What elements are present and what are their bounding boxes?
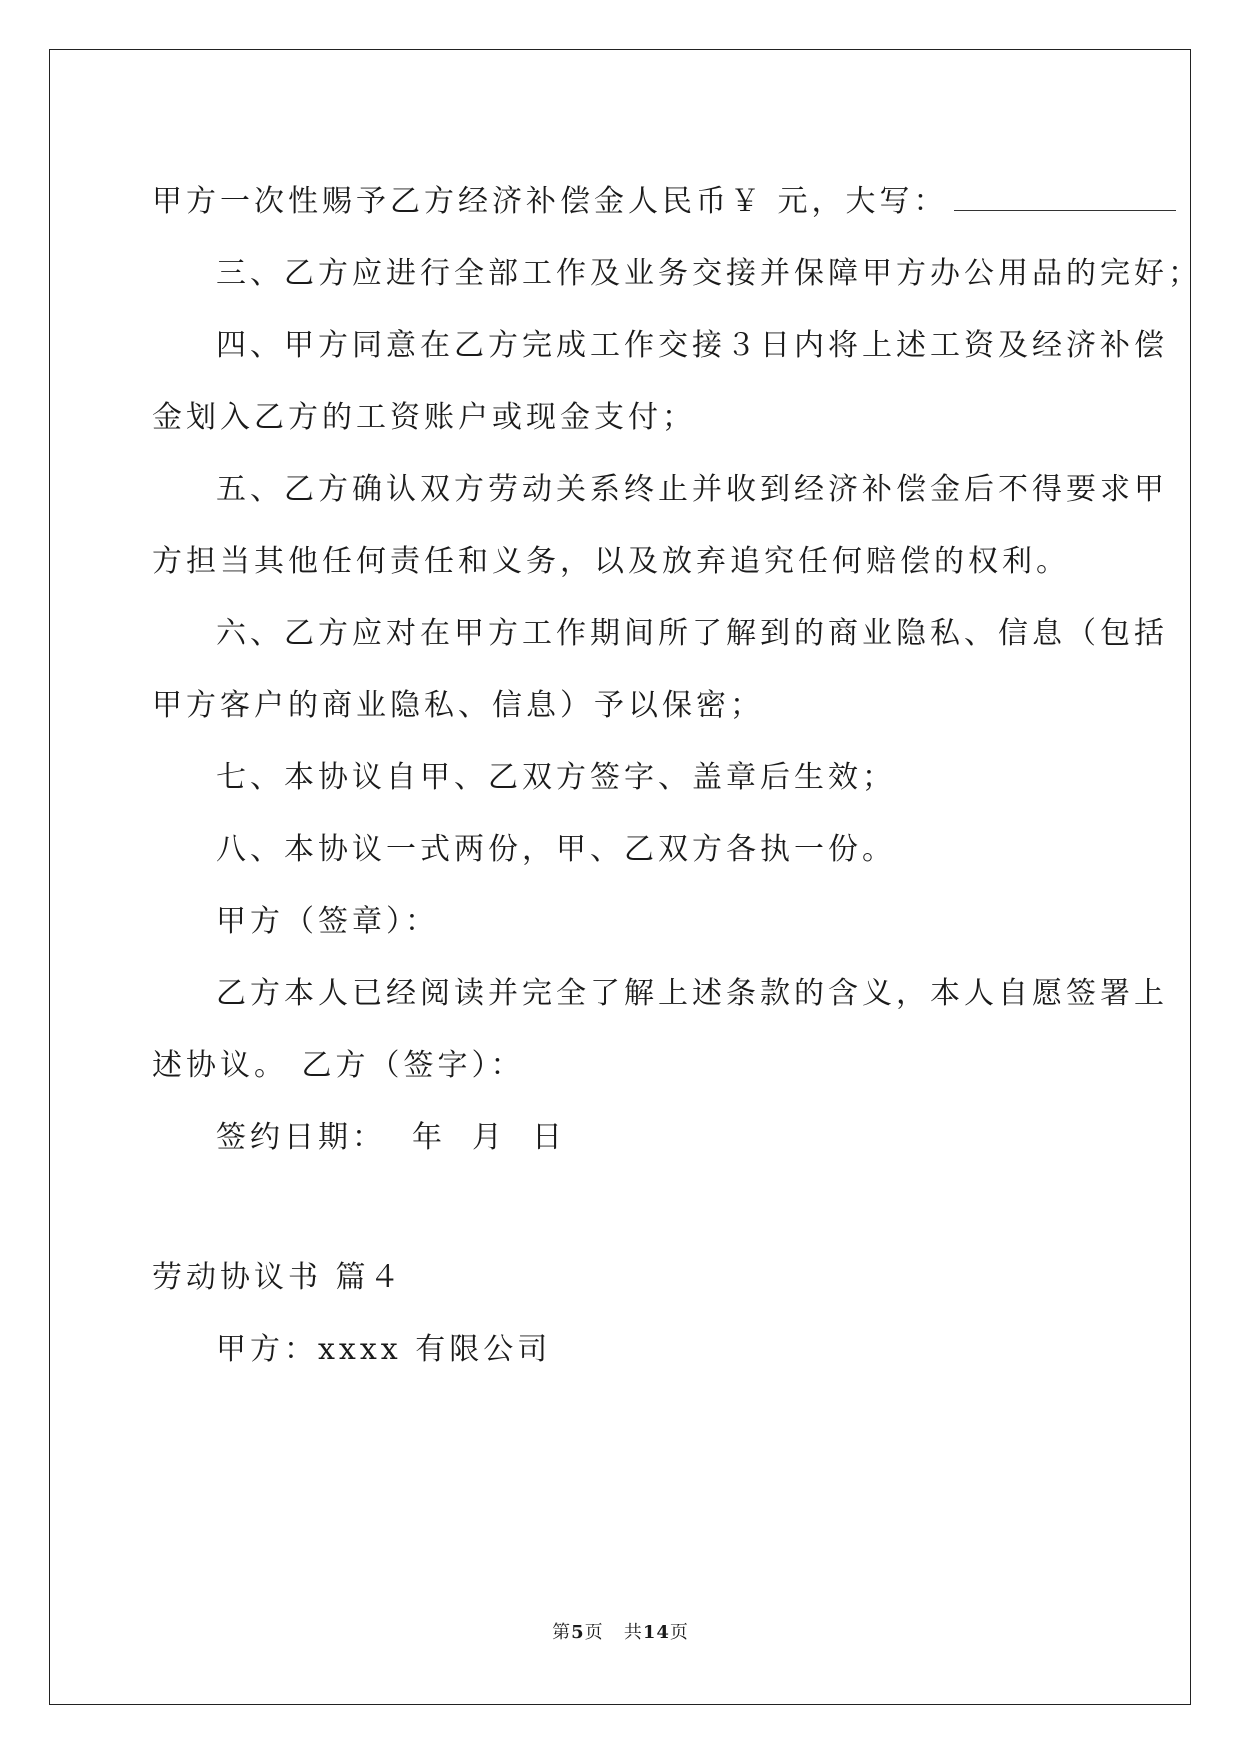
clause-3: 三、乙方应进行全部工作及业务交接并保障甲方办公用品的完好； bbox=[216, 256, 1202, 291]
clause-4-line-2: 金划入乙方的工资账户或现金支付； bbox=[152, 400, 696, 435]
clause-7: 七、本协议自甲、乙双方签字、盖章后生效； bbox=[216, 760, 896, 795]
party-a-signature: 甲方（签章）： bbox=[216, 904, 439, 939]
party-a-name: 甲方：xxxx 有限公司 bbox=[216, 1332, 552, 1367]
signing-date-day: 日 bbox=[532, 1120, 566, 1155]
clause-8: 八、本协议一式两份，甲、乙双方各执一份。 bbox=[216, 832, 896, 867]
section-title: 劳动协议书 篇４ bbox=[152, 1260, 404, 1295]
party-b-statement-line-1: 乙方本人已经阅读并完全了解上述条款的含义，本人自愿签署上 bbox=[216, 976, 1168, 1011]
clause-6-line-2: 甲方客户的商业隐私、信息）予以保密； bbox=[152, 688, 764, 723]
signing-date bbox=[152, 1102, 1092, 1174]
total-pages-number: 14 bbox=[642, 1622, 670, 1643]
footer-page-unit: 页 bbox=[584, 1622, 604, 1643]
clause-6-line-1: 六、乙方应对在甲方工作期间所了解到的商业隐私、信息（包括 bbox=[216, 616, 1168, 651]
clause-5-line-1: 五、乙方确认双方劳动关系终止并收到经济补偿金后不得要求甲 bbox=[216, 472, 1168, 507]
footer-total-prefix: 共 bbox=[623, 1622, 643, 1643]
signing-date-year: 年 bbox=[412, 1120, 446, 1155]
current-page-number: 5 bbox=[571, 1622, 585, 1643]
signing-date-label: 签约日期： bbox=[216, 1120, 386, 1155]
compensation-text: 甲方一次性赐予乙方经济补偿金人民币￥ 元，大写： bbox=[152, 184, 948, 219]
signing-date-month: 月 bbox=[472, 1120, 506, 1155]
page-footer bbox=[0, 1618, 1241, 1644]
compensation-paragraph bbox=[152, 166, 1092, 238]
footer-prefix: 第 bbox=[552, 1622, 572, 1643]
clause-4-line-1: 四、甲方同意在乙方完成工作交接３日内将上述工资及经济补偿 bbox=[216, 328, 1168, 363]
party-b-statement-line-2: 述协议。 乙方（签字）： bbox=[152, 1048, 525, 1083]
clause-5-line-2: 方担当其他任何责任和义务，以及放弃追究任何赔偿的权利。 bbox=[152, 544, 1070, 579]
document-body bbox=[152, 166, 1202, 1386]
footer-total-unit: 页 bbox=[669, 1622, 689, 1643]
amount-blank-line bbox=[954, 188, 1176, 211]
